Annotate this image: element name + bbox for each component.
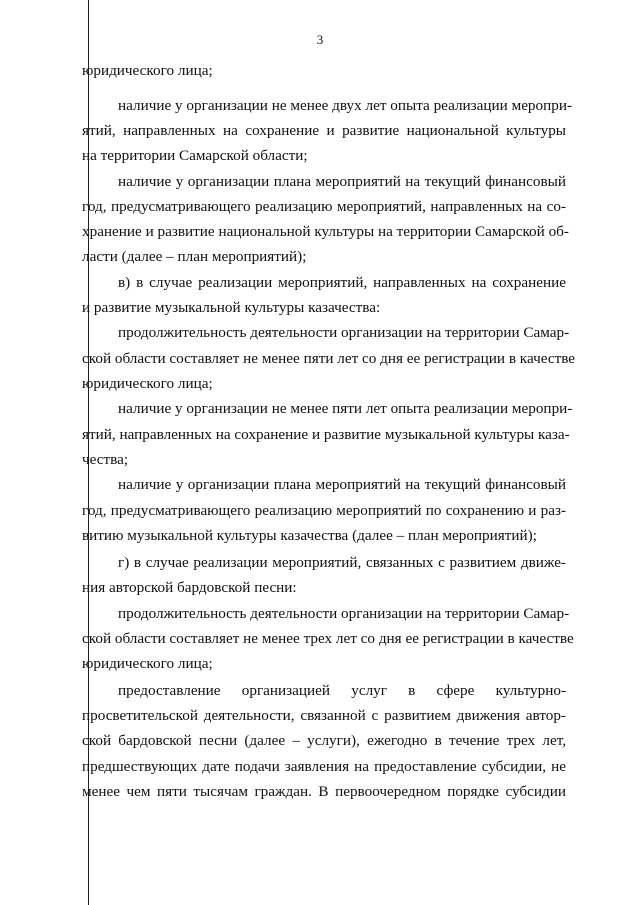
- text-line: и развитие музыкальной культуры казачества:: [82, 299, 381, 316]
- text-line: г) в случае реализации мероприятий, связанных с развитием движе-: [118, 554, 566, 571]
- text-line: год, предусматривающего реализацию мероприятий по сохранению и раз-: [82, 502, 566, 519]
- text-line: наличие у организации не менее пяти лет опыта реализации меропри-: [118, 400, 573, 417]
- text-line: ния авторской бардовской песни:: [82, 579, 297, 596]
- text-line: продолжительность деятельности организации на территории Самар-: [118, 605, 570, 622]
- text-line: юридического лица;: [82, 62, 213, 79]
- text-line: ской области составляет не менее трех лет со дня ее регистрации в качестве: [82, 630, 574, 647]
- page-number: 3: [316, 32, 324, 47]
- text-line: чества;: [82, 451, 129, 468]
- text-line: в) в случае реализации мероприятий, направленных на сохранение: [118, 274, 566, 291]
- text-line: наличие у организации не менее двух лет опыта реализации меропри-: [118, 97, 573, 114]
- text-line: ятий, направленных на сохранение и развитие музыкальной культуры каза-: [82, 426, 570, 443]
- text-line: ятий, направленных на сохранение и развитие национальной культуры: [82, 122, 566, 139]
- text-line: предоставление организацией услуг в сфере культурно-: [118, 682, 566, 699]
- text-line: на территории Самарской области;: [82, 147, 308, 164]
- text-line: продолжительность деятельности организации на территории Самар-: [118, 324, 570, 341]
- text-line: ской области составляет не менее пяти лет со дня ее регистрации в качестве: [82, 350, 576, 367]
- text-line: витию музыкальной культуры казачества (далее – план мероприятий);: [82, 527, 537, 544]
- text-line: наличие у организации плана мероприятий на текущий финансовый: [118, 476, 566, 493]
- text-line: год, предусматривающего реализацию мероприятий, направленных на со-: [82, 198, 566, 215]
- text-line: менее чем пяти тысячам граждан. В первоочередном порядке субсидии: [82, 783, 566, 800]
- text-line: ласти (далее – план мероприятий);: [82, 248, 307, 265]
- text-line: просветительской деятельности, связанной с развитием движения автор-: [82, 707, 566, 724]
- text-line: ской бардовской песни (далее – услуги), ежегодно в течение трех лет,: [82, 732, 566, 749]
- text-line: предшествующих дате подачи заявления на предоставление субсидии, не: [82, 758, 566, 775]
- text-line: хранение и развитие национальной культуры на территории Самарской об-: [82, 223, 569, 240]
- text-line: наличие у организации плана мероприятий на текущий финансовый: [118, 173, 566, 190]
- text-line: юридического лица;: [82, 655, 213, 672]
- text-line: юридического лица;: [82, 375, 213, 392]
